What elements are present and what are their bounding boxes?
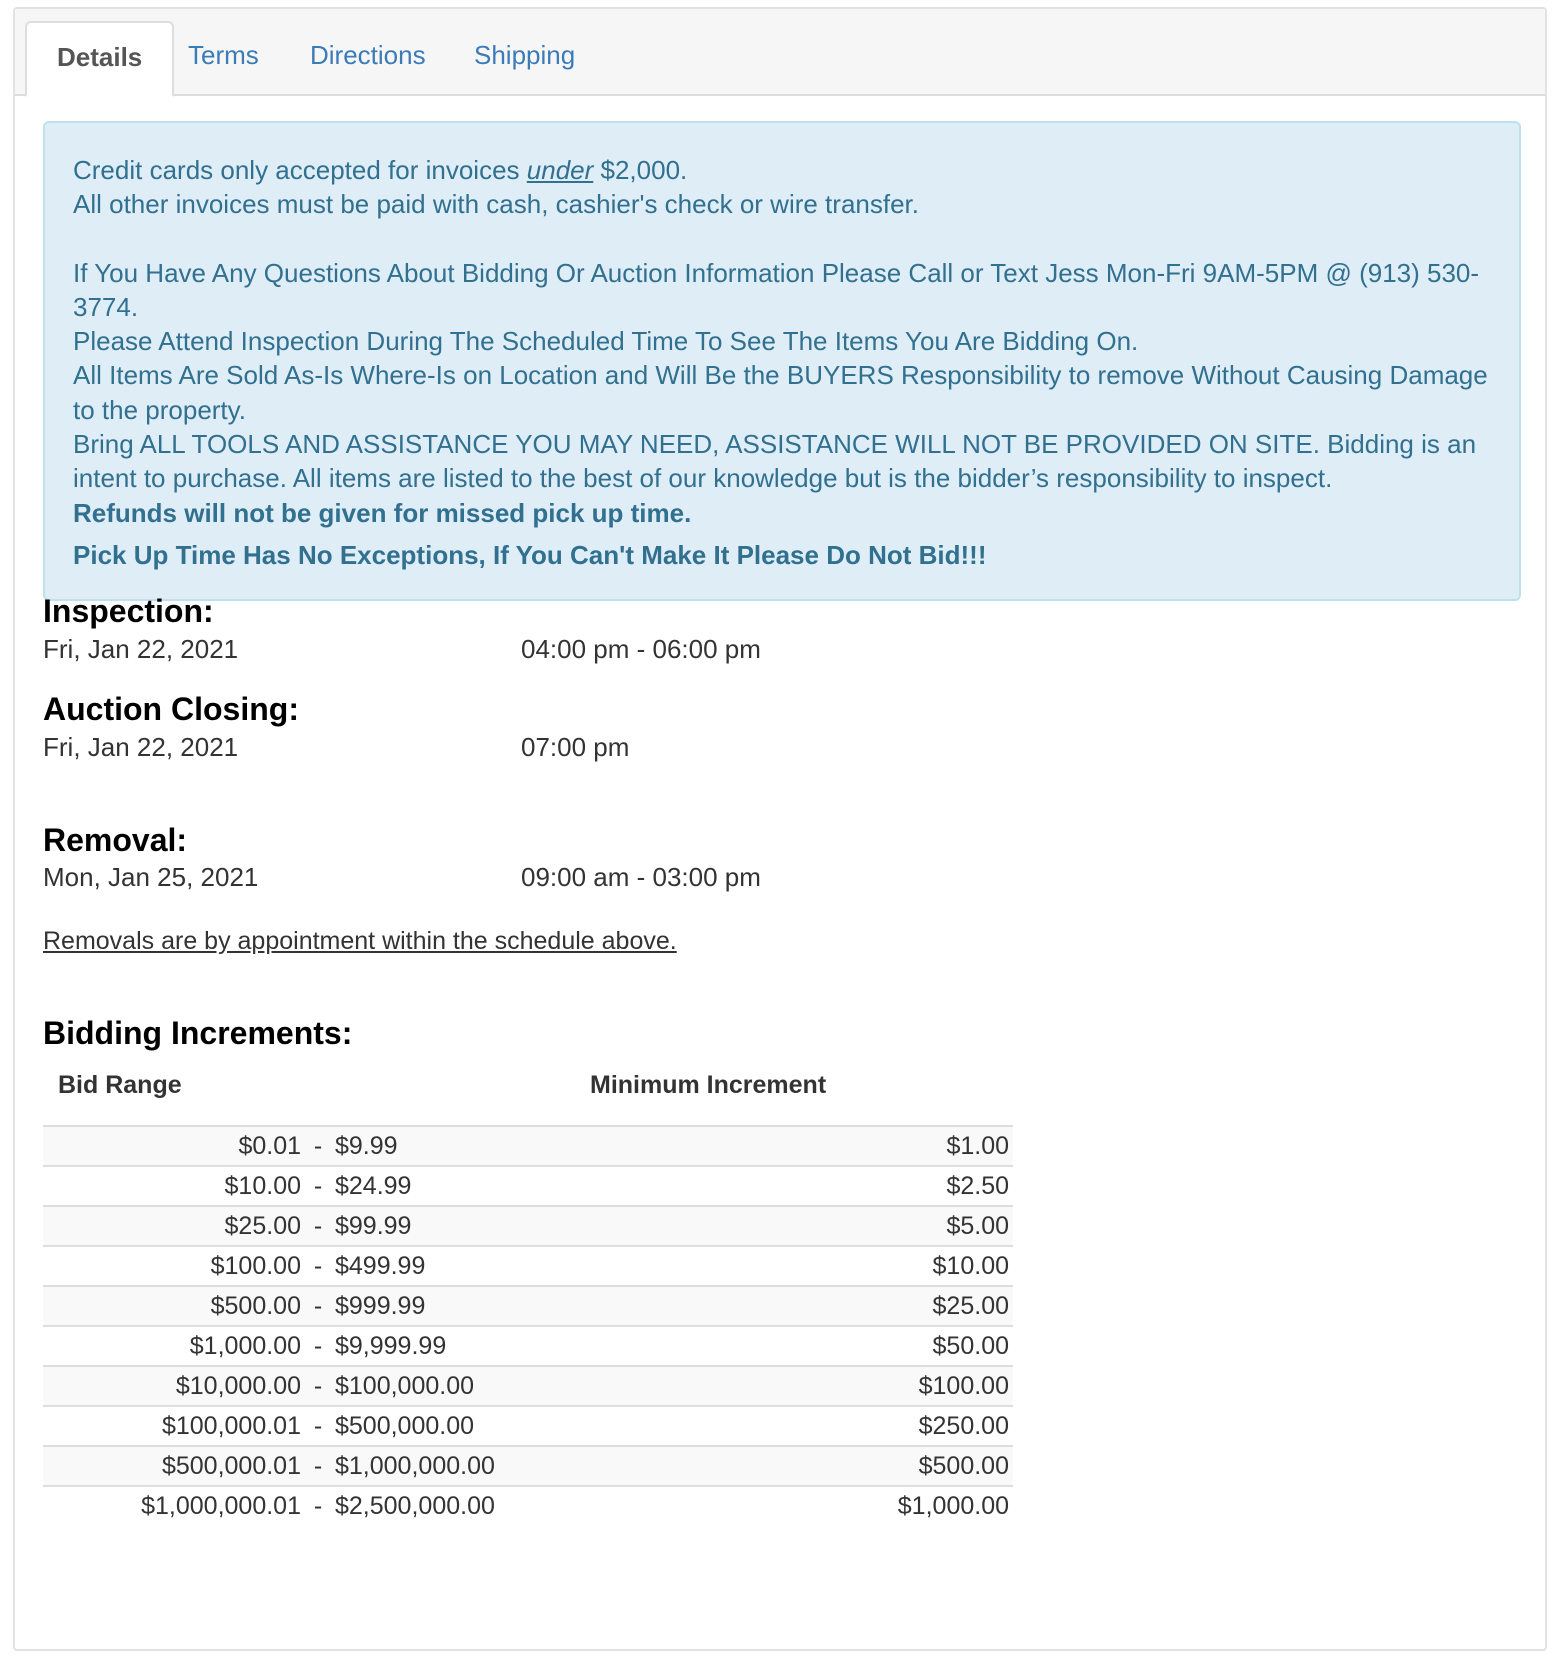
range-dash: -: [301, 1446, 335, 1486]
removal-time: 09:00 am - 03:00 pm: [521, 862, 761, 892]
range-high: $24.99: [335, 1166, 590, 1206]
table-row: [43, 1406, 1013, 1446]
range-low: $10,000.00: [43, 1366, 301, 1406]
range-high: $9,999.99: [335, 1326, 590, 1366]
increment-value: $1.00: [590, 1126, 1013, 1166]
range-dash: -: [301, 1166, 335, 1206]
inspection-date: Fri, Jan 22, 2021: [43, 634, 239, 664]
increment-value: $10.00: [590, 1246, 1013, 1286]
range-high: $9.99: [335, 1126, 590, 1166]
table-row: [43, 1326, 1013, 1366]
notice-line: Credit cards only accepted for invoices under $2,000.: [73, 155, 688, 185]
closing-date: Fri, Jan 22, 2021: [43, 732, 239, 762]
table-row: [43, 1446, 1013, 1486]
range-low: $100,000.01: [43, 1406, 301, 1446]
range-dash: -: [301, 1246, 335, 1286]
notice-bold-line: Refunds will not be given for missed pick up time.: [73, 497, 692, 528]
range-low: $25.00: [43, 1206, 301, 1246]
closing-heading: Auction Closing:: [43, 691, 299, 727]
range-low: $100.00: [43, 1246, 301, 1286]
auction-details-panel: [13, 7, 1547, 1651]
range-high: $2,500,000.00: [335, 1486, 590, 1525]
table-row: [43, 1246, 1013, 1286]
range-high: $99.99: [335, 1206, 590, 1246]
range-high: $499.99: [335, 1246, 590, 1286]
range-low: $1,000.00: [43, 1326, 301, 1366]
range-dash: -: [301, 1206, 335, 1246]
table-row: [43, 1486, 1013, 1525]
range-low: $500.00: [43, 1286, 301, 1326]
bidding-increments-table: [43, 1071, 1013, 1525]
range-high: $500,000.00: [335, 1406, 590, 1446]
tab-bar: [15, 9, 1545, 96]
notice-line: All other invoices must be paid with cash, cashier's check or wire transfer.: [73, 189, 919, 220]
tab-terms[interactable]: Terms: [188, 40, 259, 70]
increment-value: $1,000.00: [590, 1486, 1013, 1525]
range-high: $1,000,000.00: [335, 1446, 590, 1486]
table-row: [43, 1286, 1013, 1326]
bidding-increments-heading: Bidding Increments:: [43, 1015, 353, 1051]
range-low: $1,000,000.01: [43, 1486, 301, 1525]
range-dash: -: [301, 1126, 335, 1166]
closing-time: 07:00 pm: [521, 732, 630, 762]
tab-shipping[interactable]: Shipping: [474, 40, 576, 70]
increment-value: $250.00: [590, 1406, 1013, 1446]
inspection-heading: Inspection:: [43, 593, 214, 629]
col-bid-range: Bid Range: [43, 1071, 590, 1126]
increment-value: $5.00: [590, 1206, 1013, 1246]
removal-heading: Removal:: [43, 822, 188, 858]
col-minimum-increment: Minimum Increment: [590, 1071, 1013, 1126]
range-dash: -: [301, 1486, 335, 1525]
table-row: [43, 1366, 1013, 1406]
range-high: $100,000.00: [335, 1366, 590, 1406]
range-low: $10.00: [43, 1166, 301, 1206]
increment-value: $100.00: [590, 1366, 1013, 1406]
increment-value: $2.50: [590, 1166, 1013, 1206]
removal-date: Mon, Jan 25, 2021: [43, 862, 259, 892]
table-row: [43, 1126, 1013, 1166]
table-row: [43, 1206, 1013, 1246]
removal-note: Removals are by appointment within the schedule above.: [43, 927, 677, 955]
range-dash: -: [301, 1366, 335, 1406]
range-low: $500,000.01: [43, 1446, 301, 1486]
table-row: [43, 1166, 1013, 1206]
range-dash: -: [301, 1406, 335, 1446]
tab-directions[interactable]: Directions: [310, 40, 426, 70]
range-high: $999.99: [335, 1286, 590, 1326]
range-dash: -: [301, 1286, 335, 1326]
inspection-time: 04:00 pm - 06:00 pm: [521, 634, 761, 664]
increment-value: $500.00: [590, 1446, 1013, 1486]
tab-details[interactable]: Details: [25, 21, 174, 97]
payment-notice: [43, 121, 1521, 601]
notice-line: Bring ALL TOOLS AND ASSISTANCE YOU MAY NEED, ASSISTANCE WILL NOT BE PROVIDED ON SITE. Bidding is an intent to purchase. All items are listed to the best of our knowledge but is the bidder’s responsibility to inspect.: [73, 429, 1477, 494]
range-low: $0.01: [43, 1126, 301, 1166]
range-dash: -: [301, 1326, 335, 1366]
increment-value: $50.00: [590, 1326, 1013, 1366]
notice-bold-line: Pick Up Time Has No Exceptions, If You Can't Make It Please Do Not Bid!!!: [73, 539, 987, 570]
notice-line: All Items Are Sold As-Is Where-Is on Location and Will Be the BUYERS Responsibility to remove Without Causing Damage to the property.: [73, 360, 1488, 425]
notice-line: Please Attend Inspection During The Scheduled Time To See The Items You Are Bidding On.: [73, 326, 1139, 357]
increment-value: $25.00: [590, 1286, 1013, 1326]
notice-line: If You Have Any Questions About Bidding Or Auction Information Please Call or Text Jess Mon-Fri 9AM-5PM @ (913) 530-3774.: [73, 257, 1480, 322]
